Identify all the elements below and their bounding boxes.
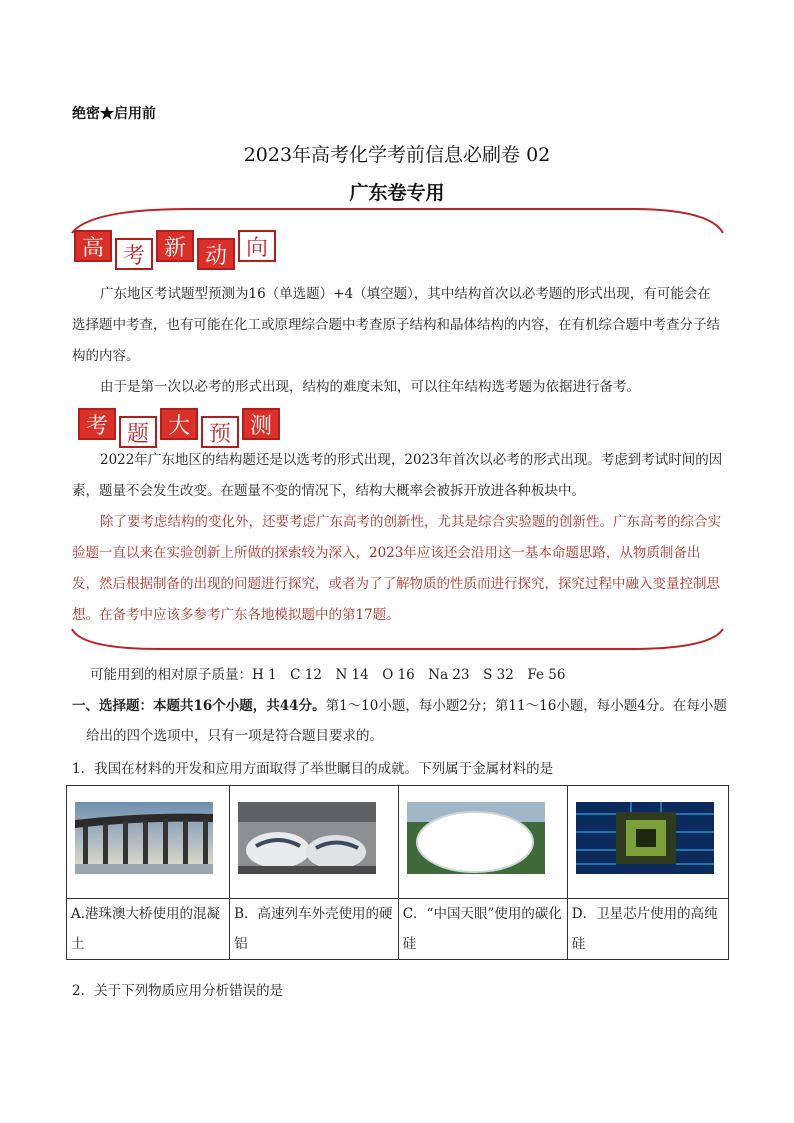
- banner-char: 高: [74, 230, 112, 262]
- banner-char: 题: [119, 416, 157, 448]
- option-c-image-cell: [398, 786, 567, 899]
- bridge-photo: [75, 802, 213, 874]
- option-c[interactable]: [398, 899, 567, 960]
- chip-photo: [576, 802, 714, 874]
- atomic-masses: 可能用到的相对原子质量：H 1 C 12 N 14 O 16 Na 23 S 32 Fe 56: [90, 667, 566, 683]
- option-d-label: D．卫星芯片使用的高纯硅: [571, 906, 718, 952]
- options-table: [66, 785, 729, 960]
- telescope-photo: [407, 802, 545, 874]
- paragraph: 由于是第一次以必考的形式出现，结构的难度未知，可以往年结构选考题为依据进行备考。: [100, 379, 640, 395]
- prediction-paragraph-red: [72, 507, 724, 631]
- trend-paragraphs: [72, 279, 724, 403]
- page-title: 2023年高考化学考前信息必刷卷 02: [243, 144, 551, 166]
- prediction-paragraph: [72, 445, 724, 507]
- option-b[interactable]: [230, 899, 399, 960]
- option-d-image-cell: [567, 786, 728, 899]
- section-instructions: [72, 691, 727, 751]
- banner-char: 新: [156, 230, 194, 262]
- option-d[interactable]: [567, 899, 728, 960]
- page-subtitle: 广东卷专用: [349, 182, 445, 204]
- option-c-label: C．“中国天眼”使用的碳化硅: [402, 906, 562, 952]
- banner-char: 测: [242, 408, 280, 440]
- option-a-image-cell: [67, 786, 230, 899]
- confidential-label: 绝密★启用前: [72, 106, 156, 122]
- banner-char: 预: [201, 416, 239, 448]
- option-a-label: A.港珠澳大桥使用的混凝土: [71, 906, 221, 952]
- banner-char: 考: [115, 238, 153, 270]
- instructions-text: 第1～10小题，每小题2分；第11～16小题，每小题4分。在每小题给出的四个选项中，只有一项是符合题目要求的。: [86, 698, 727, 744]
- paragraph: 广东地区考试题型预测为16（单选题）+4（填空题），其中结构首次以必考题的形式出现，有可能会在选择题中考查，也有可能在化工或原理综合题中考查原子结构和晶体结构的内容，在有机综合题中考查分子结构的内容。: [72, 286, 720, 364]
- instructions-heading: 一、选择题：本题共16个小题，共44分。: [72, 698, 326, 714]
- paragraph: 2022年广东地区的结构题还是以选考的形式出现，2023年首次以必考的形式出现。考虑到考试时间的因素，题量不会发生改变。在题量不变的情况下，结构大概率会被拆开放进各种板块中。: [72, 452, 723, 499]
- question-2: 2．关于下列物质应用分析错误的是: [72, 983, 284, 999]
- train-photo: [238, 802, 376, 874]
- banner-prediction: [78, 408, 280, 448]
- option-a[interactable]: [67, 899, 230, 960]
- banner-trend: [74, 230, 276, 270]
- option-b-image-cell: [230, 786, 399, 899]
- question-1: 1．我国在材料的开发和应用方面取得了举世瞩目的成就。下列属于金属材料的是: [72, 761, 554, 777]
- banner-char: 向: [238, 230, 276, 262]
- paragraph: 除了要考虑结构的变化外，还要考虑广东高考的创新性，尤其是综合实验题的创新性。广东高考的综合实验题一直以来在实验创新上所做的探索较为深入，2023年应该还会沿用这一基本命题思路，从物质制备出发，然后根据制备的出现的问题进行探究，或者为了了解物质的性质而进行探究，探究过程中融入变量控制思想。在备考中应该多参考广东各地模拟题中的第17题。: [72, 514, 721, 623]
- decorative-arc-bottom: [70, 625, 725, 655]
- banner-char: 大: [160, 408, 198, 440]
- option-b-label: B．高速列车外壳使用的硬铝: [234, 906, 393, 952]
- banner-char: 考: [78, 408, 116, 440]
- banner-char: 动: [197, 238, 235, 270]
